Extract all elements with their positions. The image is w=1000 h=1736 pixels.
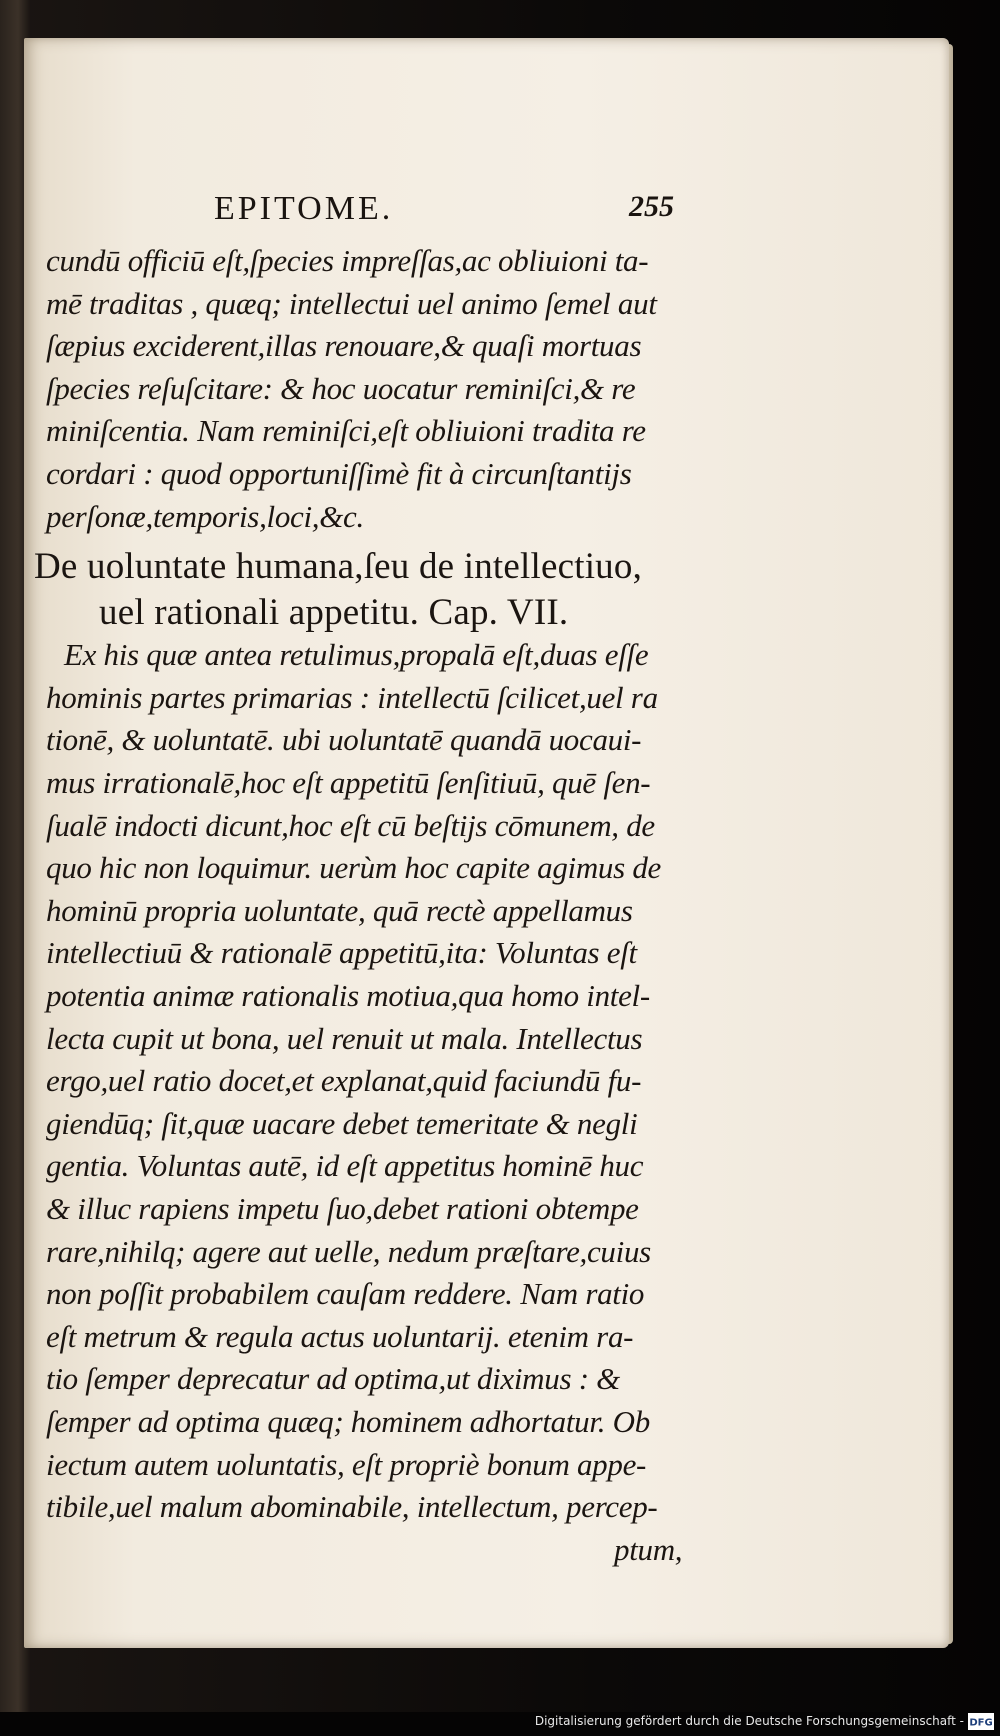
dfg-logo [968,1713,994,1730]
text-line: ptum, [614,1531,683,1567]
running-head: EPITOME. [214,190,394,227]
text-line: cordari : quod opportuniſſimè fit à circunſtantijs [46,456,632,491]
page-header [24,190,949,236]
text-line: iectum autem uoluntatis, eſt propriè bonum appe- [46,1446,647,1482]
text-line: hominis partes primarias : intellectū ſcilicet,uel ra [46,679,658,715]
text-line: cundū officiū eſt,ſpecies impreſſas,ac obliuioni ta- [46,243,649,278]
text-line: eſt metrum & regula actus uoluntarij. etenim ra- [46,1318,634,1354]
text-line: tio ſemper deprecatur ad optima,ut diximus : & [46,1361,620,1397]
text-line: ſpecies reſuſcitare: & hoc uocatur reminiſci,& re [46,370,636,406]
text-line: mus irrationalē,hoc eſt appetitū ſenſitiuū, quē ſen- [46,765,651,800]
chapter-heading-line: uel rationali appetitu. Cap. VII. [99,592,569,634]
text-line: gentia. Voluntas autē, id eſt appetitus hominē huc [46,1148,644,1184]
text-line: hominū propria uoluntate, quā rectè appellamus [46,892,633,928]
book-page [24,38,949,1648]
text-line: giendūq; ſit,quæ uacare debet temeritate & negli [46,1105,638,1141]
text-line: ſæpius exciderent,illas renouare,& quaſi mortuas [46,328,642,364]
text-line: lecta cupit ut bona, uel renuit ut mala. Intellectus [46,1020,643,1056]
text-line: & illuc rapiens impetu ſuo,debet rationi obtempe [46,1191,639,1226]
text-line: intellectiuū & rationalē appetitū,ita: Voluntas eſt [46,935,637,971]
text-line: rare,nihilq; agere aut uelle, nedum præſtare,cuius [46,1233,651,1269]
digitization-credit: Digitalisierung gefördert durch die Deutsche Forschungsgemeinschaft - [534,1714,964,1728]
dfg-logo-text: DFG [969,1717,993,1729]
text-line: ſualē indocti dicunt,hoc eſt cū beſtijs cōmunem, de [46,807,655,843]
text-line: ſemper ad optima quæq; hominem adhortatur. Ob [46,1404,650,1439]
text-line: tionē, & uoluntatē. ubi uoluntatē quandā uocaui- [46,722,642,758]
text-line: ergo,uel ratio docet,et explanat,quid faciundū fu- [46,1063,642,1099]
text-line: quo hic non loquimur. uerùm hoc capite agimus de [46,850,662,886]
text-line: potentia animæ rationalis motiua,qua homo intel- [46,978,650,1013]
text-line: perſonæ,temporis,loci,&c. [46,498,364,534]
text-line: mē traditas , quæq; intellectui uel animo ſemel aut [46,285,657,321]
text-line: Ex his quæ antea retulimus,propalā eſt,duas eſſe [64,637,649,673]
text-line: tibile,uel malum abominabile, intellectum, percep- [46,1489,658,1525]
page-number: 255 [629,190,674,223]
chapter-heading-line: De uoluntate humana,ſeu de intellectiuo, [34,546,643,588]
text-line: non poſſit probabilem cauſam reddere. Nam ratio [46,1276,645,1312]
text-line: miniſcentia. Nam reminiſci,eſt obliuioni tradita re [46,413,646,449]
